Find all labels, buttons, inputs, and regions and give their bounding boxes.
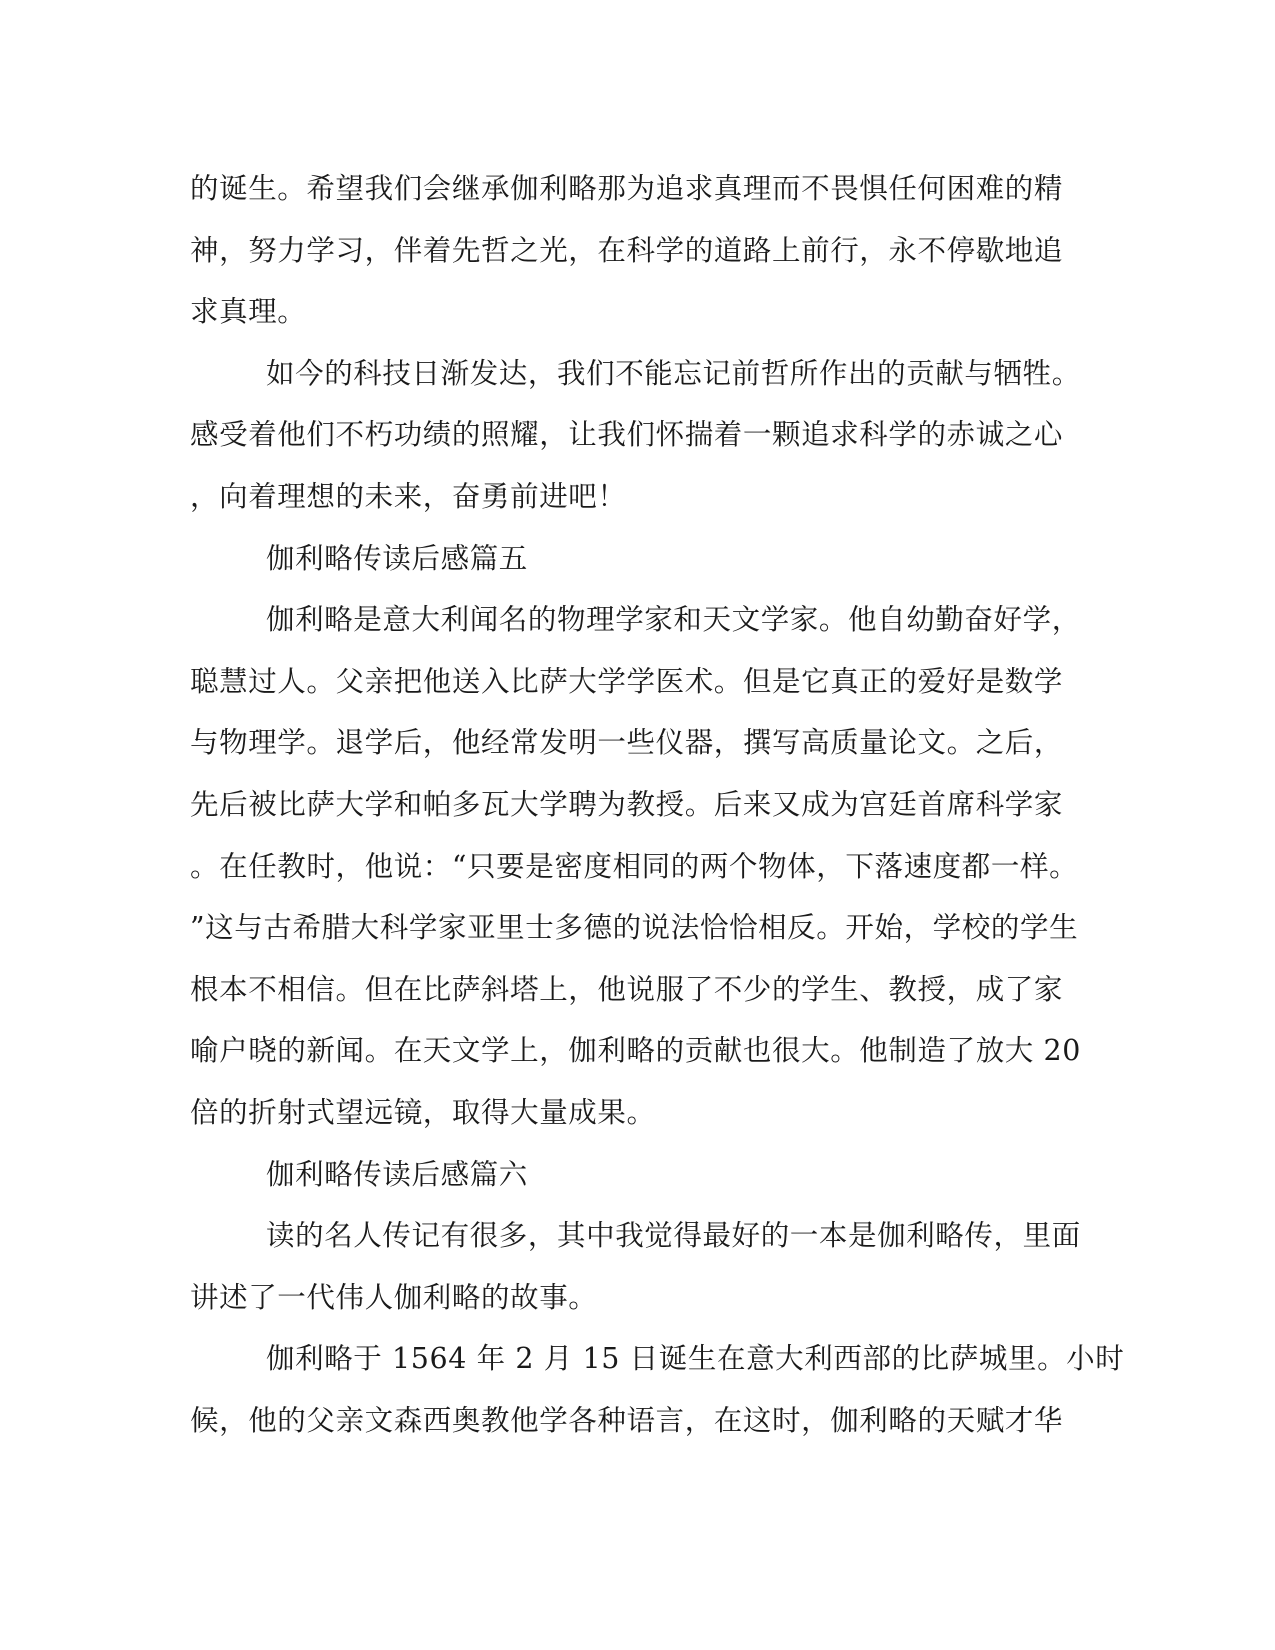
text-line: ”这与古希腊大科学家亚里士多德的说法恰恰相反。开始，学校的学生 <box>190 911 1079 945</box>
text-line: 读的名人传记有很多，其中我觉得最好的一本是伽利略传，里面 <box>266 1219 1081 1253</box>
text-line: 候，他的父亲文森西奥教他学各种语言，在这时，伽利略的天赋才华 <box>190 1403 1064 1437</box>
text-line: 先后被比萨大学和帕多瓦大学聘为教授。后来又成为宫廷首席科学家 <box>190 787 1064 821</box>
text-line: 伽利略于 1564 年 2 月 15 日诞生在意大利西部的比萨城里。小时 <box>266 1342 1125 1376</box>
section-heading: 伽利略传读后感篇六 <box>266 1157 528 1191</box>
text-line: 根本不相信。但在比萨斜塔上，他说服了不少的学生、教授，成了家 <box>190 972 1064 1006</box>
text-line: 聪慧过人。父亲把他送入比萨大学学医术。但是它真正的爱好是数学 <box>190 664 1064 698</box>
text-line: 如今的科技日渐发达，我们不能忘记前哲所作出的贡献与牺牲。 <box>266 356 1081 390</box>
text-line: 的诞生。希望我们会继承伽利略那为追求真理而不畏惧任何困难的精 <box>190 172 1064 205</box>
text-line: 。在任教时，他说：“只要是密度相同的两个物体，下落速度都一样。 <box>190 849 1079 883</box>
text-line: 伽利略是意大利闻名的物理学家和天文学家。他自幼勤奋好学， <box>266 603 1081 637</box>
text-line: 讲述了一代伟人伽利略的故事。 <box>190 1280 598 1314</box>
text-line: 喻户晓的新闻。在天文学上，伽利略的贡献也很大。他制造了放大 20 <box>190 1034 1082 1068</box>
text-line: 与物理学。退学后，他经常发明一些仪器，撰写高质量论文。之后， <box>190 726 1064 760</box>
section-heading: 伽利略传读后感篇五 <box>266 541 528 575</box>
text-line: 感受着他们不朽功绩的照耀，让我们怀揣着一颗追求科学的赤诚之心 <box>190 418 1064 452</box>
document-body <box>190 158 1125 1451</box>
text-line: 求真理。 <box>190 295 307 329</box>
text-line: 神，努力学习，伴着先哲之光，在科学的道路上前行，永不停歇地追 <box>190 233 1064 267</box>
text-line: ，向着理想的未来，奋勇前进吧！ <box>190 479 627 513</box>
text-line: 倍的折射式望远镜，取得大量成果。 <box>190 1095 656 1129</box>
